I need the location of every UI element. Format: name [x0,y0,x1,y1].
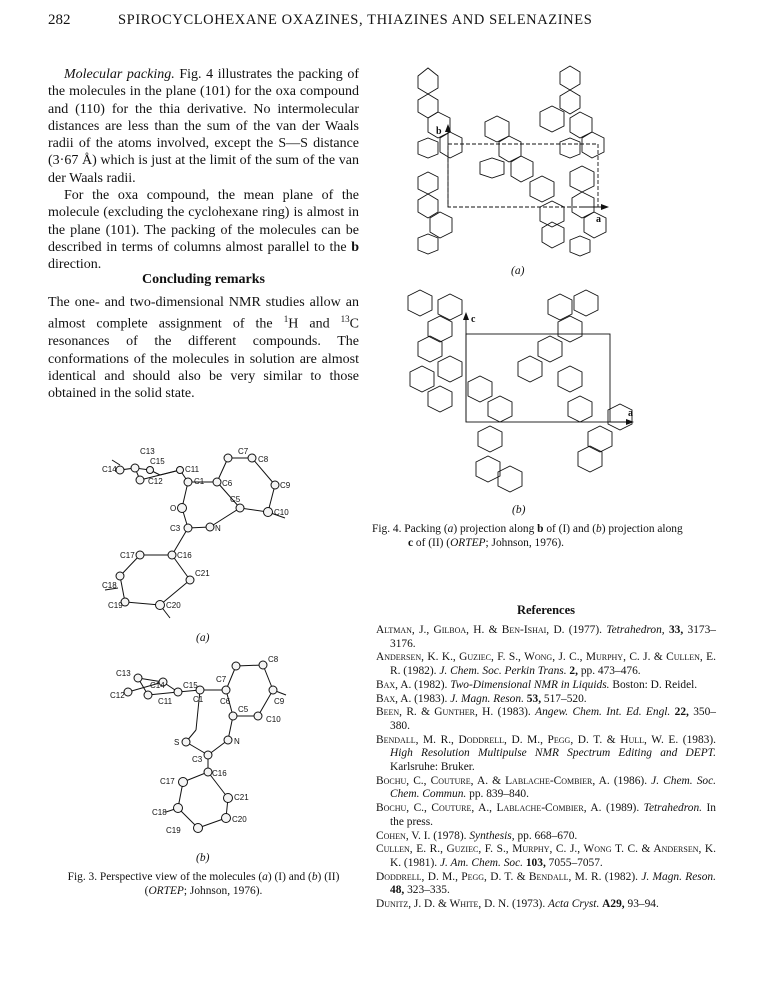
reference-journal: Synthesis, [469,829,515,842]
reference-journal: Tetrahedron. [643,802,703,815]
reference-item [376,775,716,802]
reference-authors: Andersen, K. K., Guziec, F. S., Wong, J. C., Murphy, C. J. & Cullen, E. R. (1982). [376,651,716,678]
atom-c13: C13 [140,447,155,456]
reference-rest: 3173–3176. [390,624,716,650]
molecular-packing-section [48,66,359,274]
superscript-13: 13 [340,314,350,325]
fig4-caption-a: a [447,523,454,535]
fig3-caption-5: ; Johnson, 1976). [183,885,263,897]
atom-c3: C3 [192,755,203,764]
reference-journal: Tetrahedron, [606,624,665,636]
reference-rest: 350–380. [390,706,716,732]
fig3-caption-1: Fig. 3. Perspective view of the molecules ( [67,871,263,883]
reference-vol: 2, [569,665,578,678]
atom-c19: C19 [108,601,123,610]
atom-c16: C16 [212,769,227,778]
reference-journal: J. Magn. Reson. [450,692,524,705]
fig3-caption-2: ) (I) and ( [267,871,312,883]
concluding-section [48,294,359,402]
concluding-text-a: The one- and two-dimensional NMR studies allow an almost complete assignment of the [48,295,359,332]
references-list [376,624,716,912]
atom-c15: C15 [150,457,165,466]
reference-rest: In the press. [390,802,716,828]
reference-authors: Bochu, C., Couture, A. & Lablache-Combier, A. (1986). [376,774,648,787]
reference-vol: 22, [674,706,689,719]
packing-paragraph-2 [48,187,359,273]
fig4b-packing-diagram [398,282,648,502]
concluding-paragraph [48,294,359,402]
reference-item [376,843,716,870]
reference-item [376,679,716,693]
atom-c18: C18 [102,581,117,590]
fig4-caption-3: of (I) and ( [543,523,596,535]
atom-c18: C18 [152,808,167,817]
reference-authors: Been, R. & Gunther, H. (1983). [376,706,531,719]
fig4a-packing-diagram [410,62,635,272]
packing-text-1: Fig. 4 illustrates the packing of the molecules in the plane (101) for the oxa compound and (110) for the thia derivative. No intermolecular distances are less than the sum of the van der Waals radii of the atoms involved, except the S—S distance (3·67 Å) which is just at the limit of the sum of the van der Waals radii. [48,67,359,186]
reference-rest: 93–94. [627,898,659,911]
atom-c20: C20 [232,815,247,824]
atom-c9: C9 [274,697,285,706]
reference-journal: High Resolution Multipulse NMR Spectrum Editing and DEPT. [390,747,716,760]
fig3-caption-3: ) (II) [317,871,340,883]
atom-c3: C3 [170,524,181,533]
atom-c5: C5 [238,705,249,714]
atom-c19: C19 [166,826,181,835]
atom-c20: C20 [166,601,181,610]
fig4-caption-4: ) projection along [601,523,683,535]
atom-c11: C11 [185,465,200,474]
atom-o: O [170,504,177,513]
reference-authors: Doddrell, D. M., Pegg, D. T. & Bendall, M. R. (1982). [376,870,638,883]
packing-text-2b: b [351,239,359,255]
fig3-label-a: (a) [196,632,210,644]
reference-rest: 323–335. [407,884,450,897]
concluding-text-c: C resonances of the different compounds. The conformations of the molecules in solution are almost identical and should also be very similar to those obtained in the solid state. [48,316,359,402]
reference-vol: 53, [526,692,542,705]
atom-c11: C11 [158,697,173,706]
reference-item [376,734,716,775]
atom-c9: C9 [280,481,291,490]
reference-authors: Cullen, E. R., Guziec, F. S., Murphy, C. J., Wong T. C. & Andersen, K. K. (1981). [376,843,716,869]
atom-n: N [215,524,221,533]
reference-item [376,651,716,678]
fig3-caption [48,870,359,898]
axis-a-arrow [601,204,609,210]
concluding-heading: Concluding remarks [141,272,266,287]
fig3b-ortep-drawing [108,650,318,840]
fig3-caption-b: b [311,871,318,883]
reference-authors: Altman, J., Gilboa, H. & Ben-Ishai, D. (1977). [376,624,603,636]
reference-authors: Dunitz, J. D. & White, D. N. (1973). [376,898,546,911]
reference-journal: J. Chem. Soc. Chem. Commun. [390,774,716,801]
fig4-caption-5: of (II) ( [413,537,451,549]
fig3-caption-a: a [262,871,268,883]
atom-c6: C6 [222,479,233,488]
reference-vol: 103, [525,856,546,869]
fig4-caption [372,522,716,550]
reference-item [376,830,716,844]
reference-journal: Angew. Chem. Int. Ed. Engl. [535,706,671,719]
atom-c16: C16 [177,551,192,560]
reference-authors: Bax, A. (1983). [376,692,448,705]
atom-c21: C21 [195,569,210,578]
reference-authors: Bochu, C., Couture, A., Lablache-Combier, A. (1989). [376,802,640,815]
reference-journal: Acta Cryst. [548,898,600,911]
atom-c7: C7 [216,675,227,684]
fig4-label-a: (a) [511,265,525,277]
fig4-caption-1: Fig. 4. Packing ( [372,523,448,535]
axis-b-label: b [436,126,442,137]
reference-rest: pp. 668–670. [517,829,578,842]
atom-c14: C14 [102,465,117,474]
reference-vol: 48, [390,884,405,897]
reference-vol: A29, [602,898,625,911]
reference-authors: Bendall, M. R., Doddrell, D. M., Pegg, D. T. & Hull, W. E. (1983). [376,733,716,746]
reference-item [376,802,716,829]
fig3-caption-ortep: ORTEP [148,885,184,897]
atom-c15: C15 [183,681,198,690]
atom-c1: C1 [194,477,205,486]
fig4-caption-bold-c: c [408,537,414,549]
atom-c6: C6 [220,697,231,706]
axis-a-label: a [628,408,633,419]
packing-text-2a: For the oxa compound, the mean plane of the molecule (excluding the cyclohexane ring) is almost in the plane (101). The packing of the molecules can be described in terms of columns almost parallel to the [48,188,359,255]
axis-a-label: a [596,214,601,225]
fig4-caption-ortep: ORTEP [450,537,486,549]
atom-c5: C5 [230,495,241,504]
atom-c12: C12 [110,691,125,700]
concluding-text-b: H and [288,316,341,332]
reference-rest: Karlsruhe: Bruker. [390,761,475,774]
reference-rest: pp. 473–476. [580,665,641,678]
reference-rest: 517–520. [543,692,587,705]
reference-journal: J. Magn. Reson. [641,870,716,883]
atom-c10: C10 [266,715,281,724]
atom-c12: C12 [148,477,163,486]
atom-c8: C8 [258,455,269,464]
atom-c13: C13 [116,669,131,678]
reference-authors: Bax, A. (1982). [376,678,448,691]
page-number: 282 [48,12,71,28]
reference-journal: J. Chem. Soc. Perkin Trans. [439,665,567,678]
atom-c7: C7 [238,447,249,456]
atom-c17: C17 [120,551,135,560]
axis-c-label: c [471,314,476,325]
atom-c1: C1 [193,695,204,704]
packing-text-2c: direction. [48,257,102,273]
fig3-caption-4: ( [144,885,149,897]
reference-rest: pp. 839–840. [469,788,529,801]
fig4-caption-6: ; Johnson, 1976). [485,537,564,549]
axis-a-arrow [626,419,634,425]
reference-rest: Boston: D. Reidel. [612,678,698,691]
running-title: SPIROCYCLOHEXANE OXAZINES, THIAZINES AND SELENAZINES [118,12,593,28]
atom-c10: C10 [274,508,289,517]
fig4-caption-2: ) projection along [453,523,538,535]
superscript-1: 1 [283,314,289,325]
reference-journal: Two-Dimensional NMR in Liquids. [450,678,610,691]
atom-c8: C8 [268,655,279,664]
atom-c17: C17 [160,777,175,786]
reference-item [376,706,716,733]
atom-c21: C21 [234,793,249,802]
reference-journal: J. Am. Chem. Soc. [440,856,523,869]
fig4-label-b: (b) [512,504,526,516]
packing-lead: Molecular packing. [64,67,175,82]
atom-s: S [174,738,180,747]
packing-paragraph-1 [48,66,359,187]
fig3-label-b: (b) [196,852,210,864]
fig4-caption-b: b [596,523,602,535]
reference-rest: 7055–7057. [548,856,603,869]
reference-vol: 33, [668,624,684,636]
atom-c14: C14 [150,681,165,690]
reference-item [376,624,716,651]
reference-item [376,871,716,898]
axis-c-arrow [463,312,469,320]
fig3a-ortep-drawing [100,440,310,620]
reference-authors: Cohen, V. I. (1978). [376,829,467,842]
fig4-caption-bold-b: b [537,523,544,535]
reference-item [376,693,716,707]
reference-item [376,898,716,912]
atom-n: N [234,737,240,746]
references-heading: References [516,603,576,617]
